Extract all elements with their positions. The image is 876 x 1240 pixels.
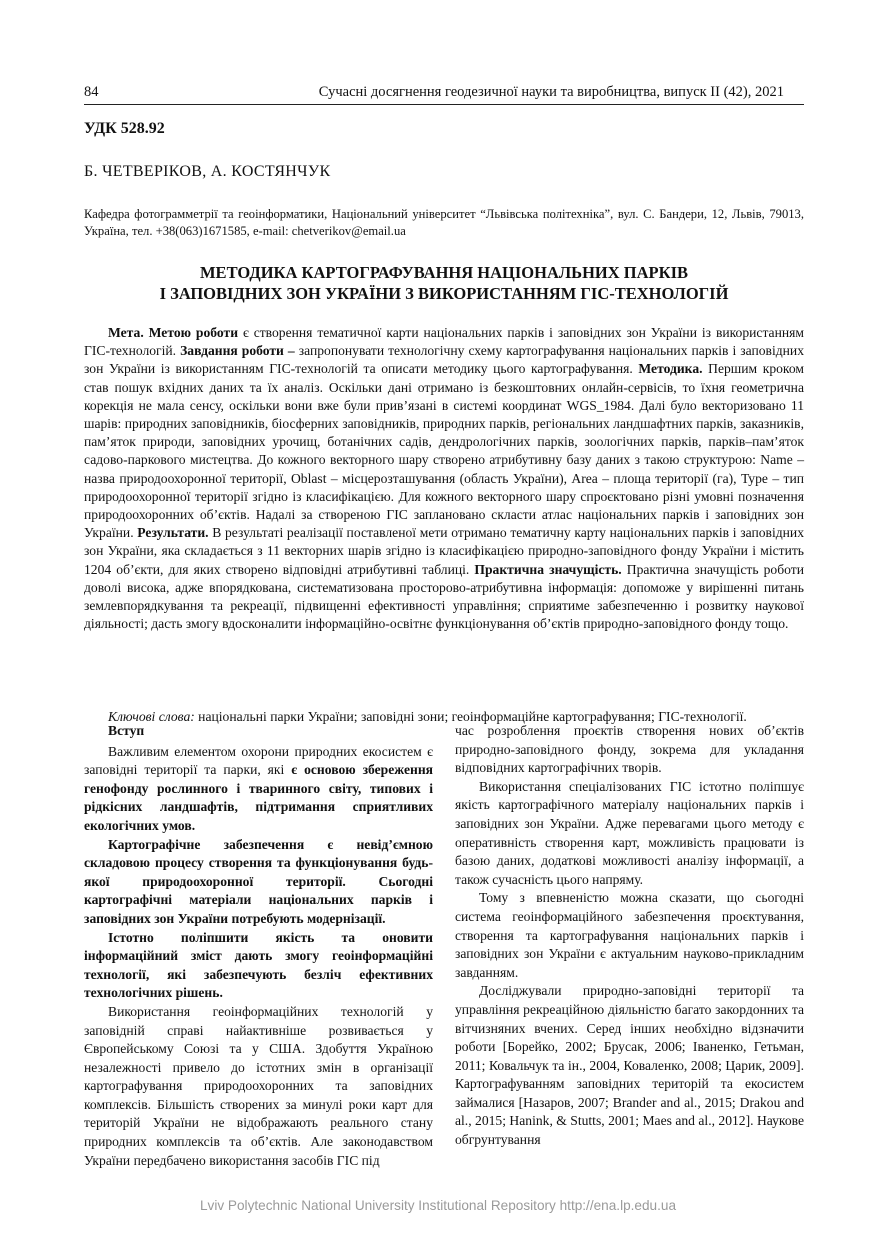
running-header bbox=[84, 84, 804, 105]
journal-title: Сучасні досягнення геодезичної науки та виробництва, випуск ІІ (42), 2021 bbox=[318, 84, 784, 100]
practical-text: Практична значущість роботи доволі висока, адже впорядкована, систематизована просторово-атрибутивна інформація: допоможе у вирішенні питань землевпорядкування та рекреації, підвищенні ефективності управління; сприятиме забезпеченню і розвитку наукової діяльності; дасть змогу вдосконалити інформаційно-освітнє функціонування об’єктів природно-заповідного фонду тощо. bbox=[84, 561, 804, 632]
right-paragraph-1: час розроблення проєктів створення нових об’єктів природно-заповідного фонду, зокрема для укладання відповідних картографічних творів. bbox=[455, 723, 804, 776]
aim-text: є створення тематичної карти національних парків і заповідних зон України із використанням ГІС-технологій. bbox=[84, 325, 804, 359]
section-heading-intro: Вступ bbox=[108, 723, 145, 738]
title-line-2: І ЗАПОВІДНИХ ЗОН УКРАЇНИ З ВИКОРИСТАННЯМ ГІС-ТЕХНОЛОГІЙ bbox=[159, 284, 729, 303]
affiliation: Кафедра фотограмметрії та геоінформатики, Національний університет “Львівська політехніка”, вул. С. Бандери, 12, Львів, 79013, Україна, тел. +38(063)1671585, e-mail: chetverikov@email.ua bbox=[84, 207, 804, 238]
method-label: Методика. bbox=[638, 361, 703, 377]
left-paragraph-4: Використання геоінформаційних технологій у заповідній справі найактивніше розвивається у Європейському Союзі та у США. Здобуття Україною незалежності привело до істотних змін в організації картографування природоохоронних та заповідних комплексів. Більшість створених за минулі роки карт для територій України не відображають реального стану природних комплексів та об’єктів. Але законодавством України передбачено використання засобів ГІС під bbox=[84, 1003, 433, 1168]
results-text: В результаті реалізації поставленої мети отримано тематичну карту національних парків і заповідних зон України, яка складається з 11 векторних шарів згідно із класифікацією природно-заповідного фонду України і містить 1204 об’єкти, для яких створено відповідні атрибутивні таблиці. bbox=[84, 525, 804, 577]
aim-label: Мета. bbox=[108, 325, 144, 340]
method-text: Першим кроком став пошук вхідних даних та їх аналіз. Оскільки дані отримано із безкоштовних онлайн-сервісів, то їхня геометрична корекція не мала сенсу, оскільки вони вже були прив’язані в системі координат WGS_1984. Далі було векторизовано 11 шарів: природних заповідників, біосферних заповідників, природних парків, регіональних ландшафтних парків, заказників, пам’яток природи, заповідних урочищ, ботанічних садів, дендрологічних парків, зоологічних парків, парків–пам’яток садово-паркового мистецтва. До кожного векторного шару створено атрибутивну базу даних з такою структурою: Name – назва природоохоронної території, Oblast – місцерозташування (область України), Area – площа території (га), Type – тип природоохоронної території згідно із класифікацією. Для кожного векторного шару спроєктовано різні умовні позначення природоохоронних об’єктів. Надалі за створеною ГІС заплановано скласти атлас національних парків і заповідних зон України. bbox=[84, 361, 804, 541]
results-label: Результати. bbox=[137, 525, 209, 541]
repository-footer: Lviv Polytechnic National University Institutional Repository http://ena.lp.edu.ua bbox=[199, 1198, 677, 1213]
page-number: 84 bbox=[84, 84, 99, 100]
abstract bbox=[84, 324, 804, 633]
aim-label-2: Метою роботи bbox=[148, 325, 239, 340]
right-paragraph-2: Використання спеціалізованих ГІС істотно поліпшує якість картографічного матеріалу національних парків і заповідних зон України. Адже перевагами цього методу є оперативність створення карт, можливість працювати із базою даних, додаткові можливості аналізу інформації, а також сучасність цього напряму. bbox=[455, 778, 804, 887]
practical-label: Практична значущість. bbox=[474, 561, 622, 577]
left-column bbox=[84, 722, 433, 1170]
paper-title bbox=[84, 262, 804, 304]
left-paragraph-3: Істотно поліпшити якість та оновити інформаційний зміст дають змогу геоінформаційні технології, які забезпечують безліч ефективних технологічних рішень. bbox=[84, 929, 433, 1001]
right-paragraph-3: Тому з впевненістю можна сказати, що сьогодні система геоінформаційного забезпечення проєктування, створення та картографування національних парків і заповідних зон України є актуальним науково-прикладним завданням. bbox=[455, 890, 804, 980]
left-paragraph-1: Важливим елементом охорони природних екосистем є заповідні території та парки, які є основою збереження генофонду рослинного і тваринного світу, типових і рідкісних ландшафтів, підтримання сприятливих екологічних умов. bbox=[84, 743, 434, 833]
udk-code: УДК 528.92 bbox=[84, 120, 165, 137]
task-label: Завдання роботи – bbox=[180, 343, 295, 359]
left-paragraph-2: Картографічне забезпечення є невід’ємною складовою процесу створення та функціонування будь-якої природоохоронної території. Сьогодні картографічні матеріали національних парків і заповідних зон України потребують модернізації. bbox=[84, 836, 433, 926]
task-text: запропонувати технологічну схему картографування національних парків і заповідних зон України із використанням ГІС-технологій та описати методику цього картографування. bbox=[84, 343, 804, 377]
keywords-label: Ключові слова: bbox=[108, 709, 195, 724]
right-paragraph-4: Досліджували природно-заповідні території та управління рекреаційною діяльністю багато закордонних та вітчизняних вчених. Серед інших необхідно відзначити роботи [Борейко, 2002; Брусак, 2006; Іваненко, Гетьман, 2011; Ковальчук та ін., 2004, Коваленко, 2008; Царик, 2009]. Картографуванням заповідних територій та екосистем займалися [Назаров, 2007; Brander and al., 2015; Drakou and al., 2015; Hanink, & Stutts, 2001; Maes and al., 2012]. Наукове обгрунтування bbox=[455, 983, 804, 1148]
title-line-1: МЕТОДИКА КАРТОГРАФУВАННЯ НАЦІОНАЛЬНИХ ПАРКІВ bbox=[199, 263, 689, 282]
right-column bbox=[455, 722, 804, 1150]
authors: Б. ЧЕТВЕРІКОВ, А. КОСТЯНЧУК bbox=[84, 163, 331, 180]
keywords-text: національні парки України; заповідні зони; геоінформаційне картографування; ГІС-технології. bbox=[194, 709, 747, 724]
